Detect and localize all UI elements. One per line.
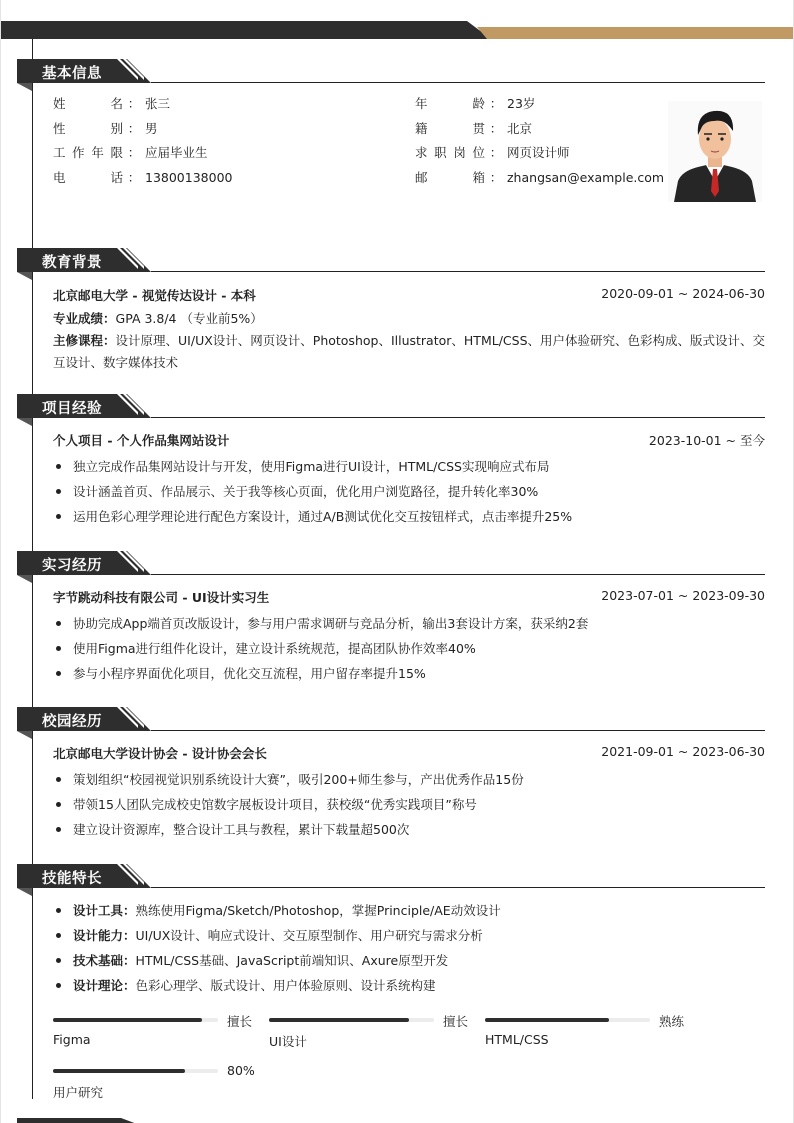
gpa-label: 专业成绩： [53, 311, 116, 326]
education-entry [53, 286, 765, 374]
info-value: 网页设计师 [507, 145, 570, 160]
avatar-illustration [668, 101, 762, 202]
list-item: 参与小程序界面优化项目，优化交互流程，用户留存率提升15% [53, 661, 765, 686]
info-value: 23岁 [507, 96, 536, 111]
list-item: 运用色彩心理学理论进行配色方案设计，通过A/B测试优化交互按钮样式，点击率提升25% [53, 504, 765, 529]
entry-title: 字节跳动科技有限公司 - UI设计实习生 [53, 590, 270, 605]
entry-title: 个人项目 - 个人作品集网站设计 [53, 433, 230, 448]
skill-bar-ui [269, 1012, 469, 1052]
divider [151, 730, 765, 731]
list-item: 设计能力：UI/UX设计、响应式设计、交互原型制作、用户研究与需求分析 [53, 923, 765, 948]
info-hometown: 籍贯 ： 北京 [415, 121, 533, 136]
list-item: 策划组织“校园视觉识别系统设计大赛”，吸引200+师生参与，产出优秀作品15份 [53, 767, 765, 792]
skill-name: Figma [53, 1032, 91, 1047]
divider [151, 82, 765, 83]
list-item: 带领15人团队完成校史馆数字展板设计项目，获校级“优秀实践项目”称号 [53, 792, 765, 817]
divider [151, 574, 765, 575]
list-item: 设计工具：熟练使用Figma/Sketch/Photoshop，掌握Principle/AE动效设计 [53, 898, 765, 923]
section-title: 技能特长 [42, 871, 102, 887]
skill-name: 用户研究 [53, 1085, 104, 1100]
top-banner-dark [1, 21, 491, 39]
skills-list [53, 898, 765, 998]
courses-label: 主修课程： [53, 333, 116, 348]
divider [151, 271, 765, 272]
section-title: 基本信息 [42, 66, 102, 82]
info-experience: 工作年限 ： 应届毕业生 [53, 145, 208, 160]
section-header-education [17, 248, 765, 274]
entry-date: 2023-10-01 ~ 至今 [648, 433, 765, 448]
progress-fill [485, 1018, 609, 1022]
gpa-value: GPA 3.8/4 （专业前5%） [115, 311, 263, 326]
list-item: 技术基础：HTML/CSS基础、JavaScript前端知识、Axure原型开发 [53, 948, 765, 973]
list-item: 建立设计资源库，整合设计工具与教程，累计下载量超500次 [53, 817, 765, 842]
list-item: 独立完成作品集网站设计与开发，使用Figma进行UI设计，HTML/CSS实现响应式布局 [53, 454, 765, 479]
info-gender: 性别 ： 男 [53, 121, 158, 136]
skill-name: UI设计 [269, 1034, 307, 1049]
campus-entry [53, 744, 765, 842]
skill-level: 80% [227, 1063, 255, 1078]
section-title: 项目经验 [42, 401, 102, 417]
section-header-internship [17, 551, 765, 577]
section-title: 教育背景 [42, 255, 102, 271]
entry-date: 2020-09-01 ~ 2024-06-30 [601, 286, 765, 301]
avatar-photo [668, 101, 762, 202]
info-phone: 电话 ： 13800138000 [53, 170, 233, 185]
section-header-skills [17, 864, 765, 890]
info-email: 邮箱 ： zhangsan@example.com [415, 170, 665, 185]
section-header-campus [17, 707, 765, 733]
progress-fill [53, 1069, 185, 1073]
progress-fill [269, 1018, 409, 1022]
skill-level: 擅长 [227, 1014, 253, 1029]
list-item: 协助完成App端首页改版设计，参与用户需求调研与竞品分析，输出3套设计方案，获采纳2套 [53, 611, 765, 636]
info-value: 男 [145, 121, 158, 136]
skill-level: 熟练 [659, 1014, 685, 1029]
progress-track [53, 1069, 218, 1073]
top-banner-accent [477, 27, 794, 39]
entry-date: 2023-07-01 ~ 2023-09-30 [601, 588, 765, 603]
skill-bar-research [53, 1063, 253, 1103]
list-item: 设计理论：色彩心理学、版式设计、用户体验原则、设计系统构建 [53, 973, 765, 998]
skill-bar-html [485, 1012, 685, 1052]
info-value: 张三 [145, 96, 171, 111]
section-header-basic [17, 59, 765, 85]
next-section-header-partial [17, 1118, 137, 1123]
divider [151, 417, 765, 418]
info-value: 13800138000 [145, 170, 233, 185]
entry-title: 北京邮电大学 - 视觉传达设计 - 本科 [53, 288, 256, 303]
progress-fill [53, 1018, 202, 1022]
info-age: 年龄 ： 23岁 [415, 96, 536, 111]
list-item: 使用Figma进行组件化设计，建立设计系统规范，提高团队协作效率40% [53, 636, 765, 661]
skill-name: HTML/CSS [485, 1032, 549, 1047]
section-title: 校园经历 [42, 714, 102, 730]
section-header-projects [17, 394, 765, 420]
list-item: 设计涵盖首页、作品展示、关于我等核心页面，优化用户浏览路径，提升转化率30% [53, 479, 765, 504]
project-entry [53, 431, 765, 529]
section-title: 实习经历 [42, 558, 102, 574]
courses-value: 设计原理、UI/UX设计、网页设计、Photoshop、Illustrator、HTML/CSS、用户体验研究、色彩构成、版式设计、交互设计、数字媒体技术 [53, 333, 765, 370]
skill-level: 擅长 [443, 1014, 469, 1029]
info-value: 应届毕业生 [145, 145, 208, 160]
progress-track [53, 1018, 218, 1022]
progress-track [485, 1018, 650, 1022]
internship-entry [53, 588, 765, 686]
divider [151, 887, 765, 888]
entry-date: 2021-09-01 ~ 2023-06-30 [601, 744, 765, 759]
info-value: zhangsan@example.com [507, 170, 665, 185]
info-name: 姓名 ： 张三 [53, 96, 171, 111]
progress-track [269, 1018, 434, 1022]
skill-bar-figma [53, 1012, 253, 1052]
info-value: 北京 [507, 121, 533, 136]
info-target-job: 求职岗位 ： 网页设计师 [415, 145, 570, 160]
entry-title: 北京邮电大学设计协会 - 设计协会会长 [53, 746, 267, 761]
